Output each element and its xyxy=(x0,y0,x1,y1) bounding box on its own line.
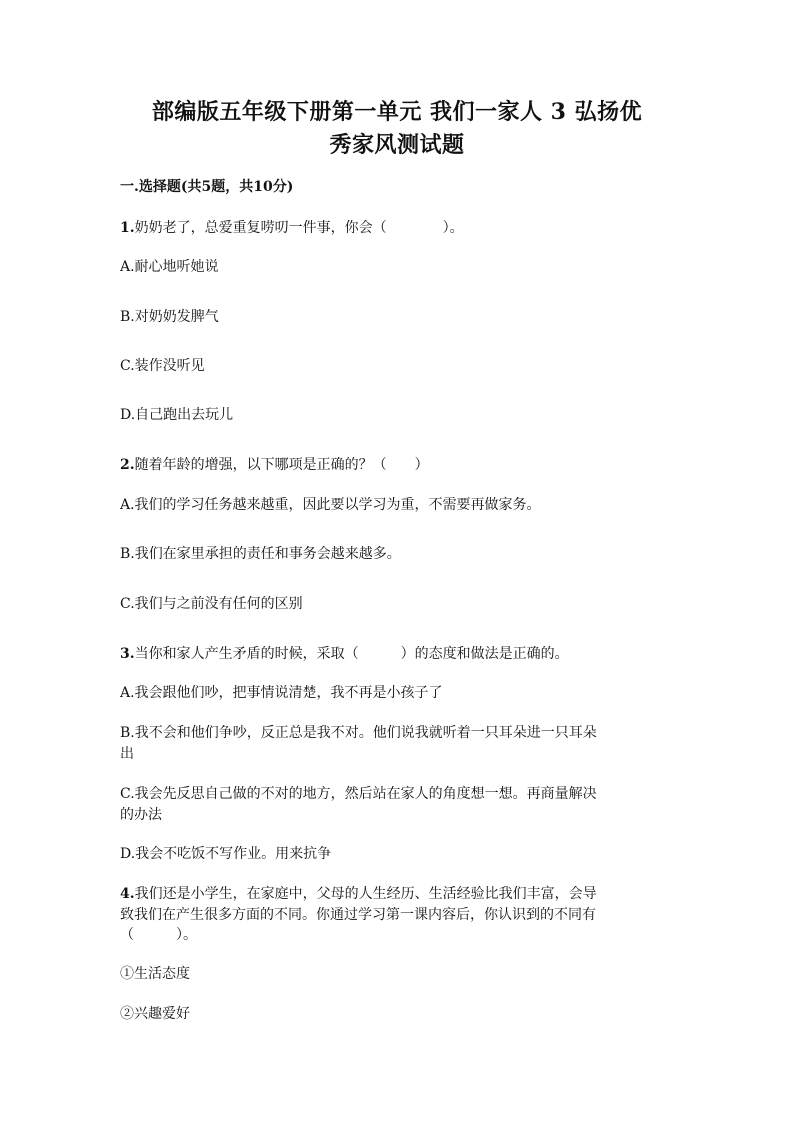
question-3-option-c-cont: 的办法 xyxy=(120,807,162,823)
question-1-option-c: C.装作没听见 xyxy=(120,358,205,374)
question-text: 当你和家人产生矛盾的时候，采取（ ）的态度和做法是正确的。 xyxy=(134,646,569,662)
question-4-stem xyxy=(120,884,597,904)
question-2-stem xyxy=(120,455,429,475)
question-2-option-b: B.我们在家里承担的责任和事务会越来越多。 xyxy=(120,546,401,562)
question-1-option-a: A.耐心地听她说 xyxy=(120,259,219,275)
question-3-option-d: D.我会不吃饭不写作业。用来抗争 xyxy=(120,846,332,862)
question-3-option-c: C.我会先反思自己做的不对的地方，然后站在家人的角度想一想。再商量解决 xyxy=(120,786,597,802)
question-3-option-a: A.我会跟他们吵，把事情说清楚，我不再是小孩子了 xyxy=(120,685,443,701)
question-number: 2. xyxy=(120,457,135,473)
question-4-stem-line-3: （ ）。 xyxy=(120,927,197,943)
section-heading: 一.选择题(共5题，共10分) xyxy=(120,179,294,195)
question-1-option-d: D.自己跑出去玩儿 xyxy=(120,407,234,423)
question-number: 3. xyxy=(120,646,135,662)
question-1-option-b: B.对奶奶发脾气 xyxy=(120,309,219,325)
question-1-stem xyxy=(120,218,464,238)
document-title-line-2: 秀家风测试题 xyxy=(329,132,465,158)
question-2-option-c: C.我们与之前没有任何的区别 xyxy=(120,596,303,612)
document-title-line-1: 部编版五年级下册第一单元 我们一家人 3 弘扬优 xyxy=(151,99,643,125)
question-2-option-a: A.我们的学习任务越来越重，因此要以学习为重，不需要再做家务。 xyxy=(120,497,541,513)
question-text: 我们还是小学生，在家庭中，父母的人生经历、生活经验比我们丰富，会导 xyxy=(134,886,597,902)
question-text: 随着年龄的增强，以下哪项是正确的？（ ） xyxy=(134,457,429,473)
question-3-option-b: B.我不会和他们争吵，反正总是我不对。他们说我就听着一只耳朵进一只耳朵 xyxy=(120,725,597,741)
question-number: 1. xyxy=(120,220,135,236)
question-3-option-b-cont: 出 xyxy=(120,746,134,762)
question-4-stem-line-2: 致我们在产生很多方面的不同。你通过学习第一课内容后，你认识到的不同有 xyxy=(120,907,596,923)
question-3-stem xyxy=(120,644,569,664)
question-text: 奶奶老了，总爱重复唠叨一件事，你会（ ）。 xyxy=(134,220,464,236)
question-4-option-1: ①生活态度 xyxy=(120,966,190,982)
question-4-option-2: ②兴趣爱好 xyxy=(120,1006,190,1022)
question-number: 4. xyxy=(120,886,135,902)
